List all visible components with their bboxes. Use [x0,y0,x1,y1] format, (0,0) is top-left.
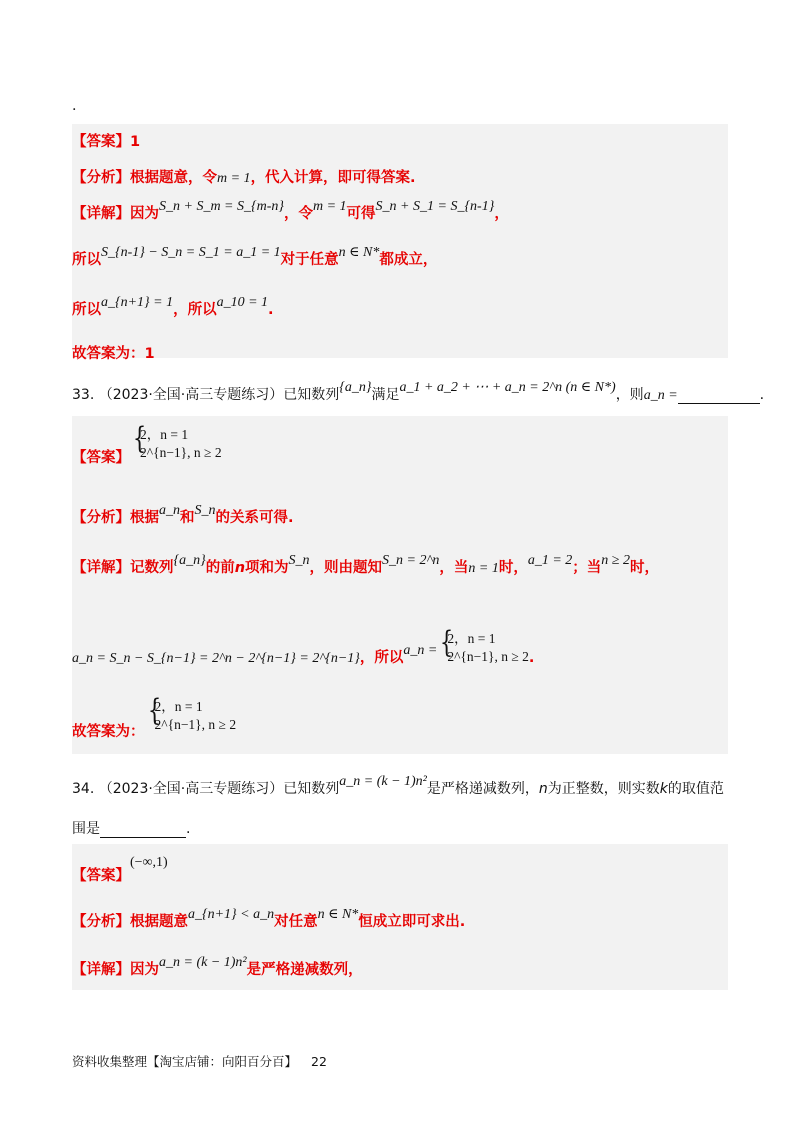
page-footer [72,1052,327,1070]
question-text: （2023·全国·高三专题练习）已知数列 [98,387,340,403]
detail-text: ；当 [572,560,602,576]
detail-label: 【详解】 [72,962,130,978]
answer-value: 1 [130,134,141,150]
analysis-text: 恒成立即可求出. [358,914,466,930]
detail-text: ，当 [439,560,469,576]
analysis-text: 的关系可得. [215,510,294,526]
detail-text: 所以 [72,252,101,268]
detail-text: 是严格递减数列， [246,962,363,978]
detail-math: S_n + S_m = S_{m-n} [159,199,284,214]
solution-block-33 [72,416,728,754]
detail-label: 【详解】 [72,560,130,576]
question-math: a_n = [643,388,678,403]
brace-glyph: { [147,693,161,728]
detail-text: . [268,302,274,318]
question-number: 33. [72,387,95,403]
detail-line [72,955,363,979]
brace-glyph: { [132,421,147,456]
detail-math: a_n = [403,643,438,658]
detail-text: 所以 [72,302,101,318]
detail-text: ， [494,206,509,222]
question-math: a_1 + a_2 + ⋯ + a_n = 2^n (n ∈ N*) [399,380,616,395]
detail-math: a_{n+1} = 1 [101,295,174,310]
final-label: 故答案为： [72,724,145,740]
case-row: 2^{n−1}, n ≥ 2 [447,649,529,664]
detail-text: ，则由题知 [309,560,383,576]
detail-math: m = 1 [312,199,347,214]
question-text: 是严格递减数列， [426,781,539,797]
question-text: 为正整数，则实数 [547,781,660,797]
answer-line [72,130,140,151]
answer-label: 【答案】 [72,134,130,150]
solution-block-32 [72,124,728,362]
detail-text: ，所以 [173,302,217,318]
answer-blank [100,823,186,838]
detail-math: a_n = S_n − S_{n−1} = 2^n − 2^{n−1} = 2^{n−1} [72,651,360,666]
question-math: {a_n} [339,380,372,395]
detail-text: 的前 [205,560,235,576]
detail-math: a_1 = 2 [527,553,573,568]
case-row: 2，n = 1 [140,427,189,442]
analysis-math: m = 1 [217,171,251,186]
analysis-math: S_n [194,503,216,518]
question-text: . [186,821,191,837]
analysis-text: 对任意 [274,914,318,930]
answer-value: (−∞,1) [130,855,168,870]
question-number: 34. [72,781,95,797]
detail-math: a_n = (k − 1)n² [159,955,247,970]
piecewise-result [437,625,529,666]
stray-dot: . [72,98,77,114]
question-33 [72,380,765,404]
analysis-line [72,166,416,187]
detail-text: 记数列 [130,560,174,576]
detail-math: S_n + S_1 = S_{n-1} [375,199,495,214]
detail-math: n = 1 [468,561,499,576]
detail-text: ，令 [283,206,313,222]
piecewise-final [145,693,237,734]
piecewise-answer [130,421,222,462]
answer-label: 【答案】 [72,450,130,466]
case-row: 2，n = 1 [154,699,203,714]
final-answer [72,693,237,740]
detail-math: {a_n} [173,553,206,568]
detail-text: n [234,560,246,576]
question-text: 的取值范 [667,781,724,797]
detail-text: 项和为 [245,560,289,576]
question-var: n [538,781,548,797]
detail-text: 对于任意 [280,252,339,268]
analysis-label: 【分析】 [72,914,130,930]
case-row: 2，n = 1 [447,631,496,646]
question-text: 围是 [72,821,100,837]
detail-text: 因为 [130,206,159,222]
question-34 [72,774,724,798]
detail-math: n ∈ N* [338,245,380,260]
footer-text: 资料收集整理【淘宝店铺：向阳百分百】 [72,1054,298,1069]
detail-label: 【详解】 [72,206,130,222]
analysis-math: a_n [159,503,180,518]
analysis-text: 根据题意，令 [130,170,217,186]
detail-text: ，所以 [359,650,404,666]
question-text: （2023·全国·高三专题练习）已知数列 [98,781,340,797]
final-answer: 故答案为：1 [72,346,155,362]
analysis-label: 【分析】 [72,510,130,526]
detail-text: 可得 [346,206,376,222]
question-text: . [759,387,765,403]
analysis-text: 根据题意 [130,914,188,930]
question-var: k [659,781,668,797]
detail-text: 时， [498,560,528,576]
analysis-line [72,503,294,527]
answer-line [72,855,168,884]
detail-line-2 [72,245,438,269]
analysis-text: ，代入计算，即可得答案. [250,170,416,186]
analysis-math: n ∈ N* [317,907,359,922]
detail-math: S_{n-1} − S_n = S_1 = a_1 = 1 [101,245,281,260]
brace-glyph: { [440,625,454,660]
case-row: 2^{n−1}, n ≥ 2 [154,717,237,732]
question-text: ，则 [615,387,644,403]
analysis-text: 根据 [130,510,159,526]
detail-line [72,553,659,577]
question-34-line-2 [72,818,190,838]
analysis-math: a_{n+1} < a_n [188,907,275,922]
detail-line-3 [72,295,274,319]
answer-line [72,421,222,466]
detail-math: S_n = 2^n [382,553,440,568]
analysis-text: 和 [180,510,195,526]
detail-math: S_n [288,553,310,568]
detail-text: 都成立， [379,252,438,268]
analysis-label: 【分析】 [72,170,130,186]
detail-text: . [528,650,535,666]
answer-blank [678,389,760,404]
analysis-line [72,907,466,931]
detail-math: a_10 = 1 [216,295,269,310]
detail-text: 因为 [130,962,159,978]
detail-line-2 [72,625,535,666]
question-text: 满足 [371,387,400,403]
detail-line [72,199,509,223]
case-row: 2^{n−1}, n ≥ 2 [140,445,222,460]
solution-block-34 [72,844,728,990]
page-number: 22 [311,1054,327,1069]
detail-math: n ≥ 2 [601,553,630,568]
answer-label: 【答案】 [72,868,130,884]
question-math: a_n = (k − 1)n² [339,774,427,789]
detail-text: 时， [629,560,659,576]
